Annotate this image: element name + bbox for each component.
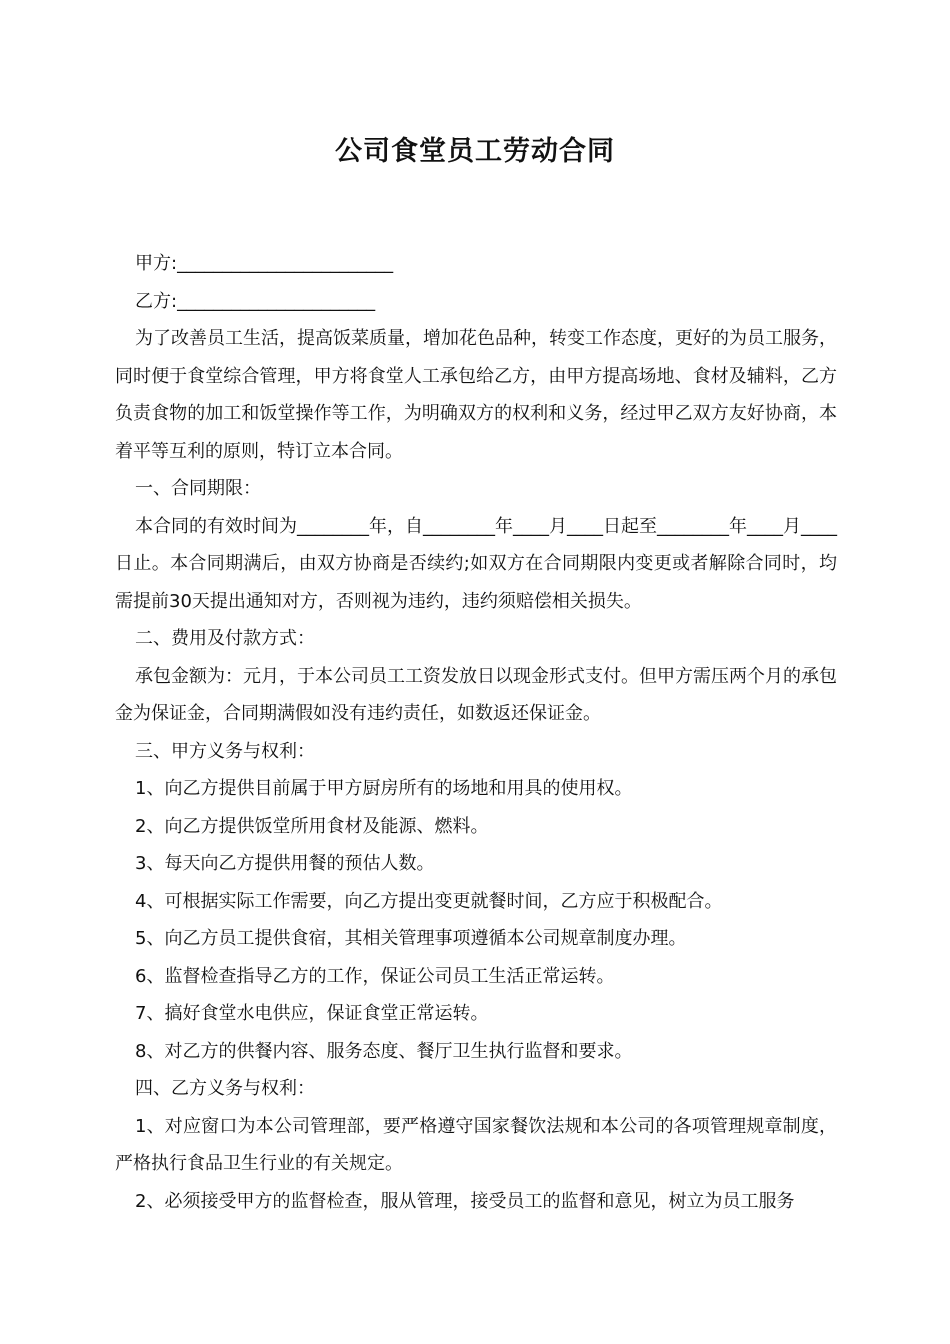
party-a-clause: 1、向乙方提供目前属于甲方厨房所有的场地和用具的使用权。	[135, 778, 633, 799]
section-heading-party-b: 四、乙方义务与权利：	[135, 1078, 315, 1099]
document-title: 公司食堂员工劳动合同	[335, 136, 615, 167]
party-a-clause: 2、向乙方提供饭堂所用食材及能源、燃料。	[135, 815, 489, 837]
preamble-paragraph: 为了改善员工生活，提高饭菜质量，增加花色品种，转变工作态度，更好的为员工服务，同时便于食堂综合管理，甲方将食堂人工承包给乙方，由甲方提高场地、食材及辅料，乙方负责食物的加工和饭堂操作等工作，为明确双方的权利和义务，经过甲乙双方友好协商，本着平等互利的原则，特订立本合同。	[115, 328, 837, 462]
party-a-clause: 7、搞好食堂水电供应，保证食堂正常运转。	[135, 1003, 489, 1024]
fees-paragraph: 承包金额为：元月，于本公司员工工资发放日以现金形式支付。但甲方需压两个月的承包金为保证金，合同期满假如没有违约责任，如数返还保证金。	[115, 665, 837, 724]
section-heading-fees: 二、费用及付款方式：	[135, 628, 315, 649]
party-a-clause: 5、向乙方员工提供食宿，其相关管理事项遵循本公司规章制度办理。	[135, 928, 687, 949]
party-a-clause: 6、监督检查指导乙方的工作，保证公司员工生活正常运转。	[135, 965, 615, 987]
party-b-line: 乙方:______________________	[135, 290, 376, 312]
section-heading-party-a: 三、甲方义务与权利：	[135, 740, 315, 762]
party-a-clause: 8、对乙方的供餐内容、服务态度、餐厅卫生执行监督和要求。	[135, 1040, 633, 1062]
term-paragraph: 本合同的有效时间为________年，自________年____月____日起至________年____月____日止。本合同期满后，由双方协商是否续约;如双方在合同期限内变更或者解除合同时，均需提前30天提出通知对方，否则视为违约，违约须赔偿相关损失。	[115, 515, 837, 612]
party-a-line: 甲方:________________________	[135, 253, 394, 274]
party-a-clause: 3、每天向乙方提供用餐的预估人数。	[135, 853, 435, 874]
document-body	[115, 245, 837, 1220]
section-heading-term: 一、合同期限：	[135, 478, 261, 499]
party-a-clause: 4、可根据实际工作需要，向乙方提出变更就餐时间，乙方应于积极配合。	[135, 890, 723, 912]
party-b-clause: 2、必须接受甲方的监督检查，服从管理，接受员工的监督和意见，树立为员工服务	[135, 1190, 795, 1212]
party-b-clause: 1、对应窗口为本公司管理部，要严格遵守国家餐饮法规和本公司的各项管理规章制度，严格执行食品卫生行业的有关规定。	[115, 1115, 837, 1174]
